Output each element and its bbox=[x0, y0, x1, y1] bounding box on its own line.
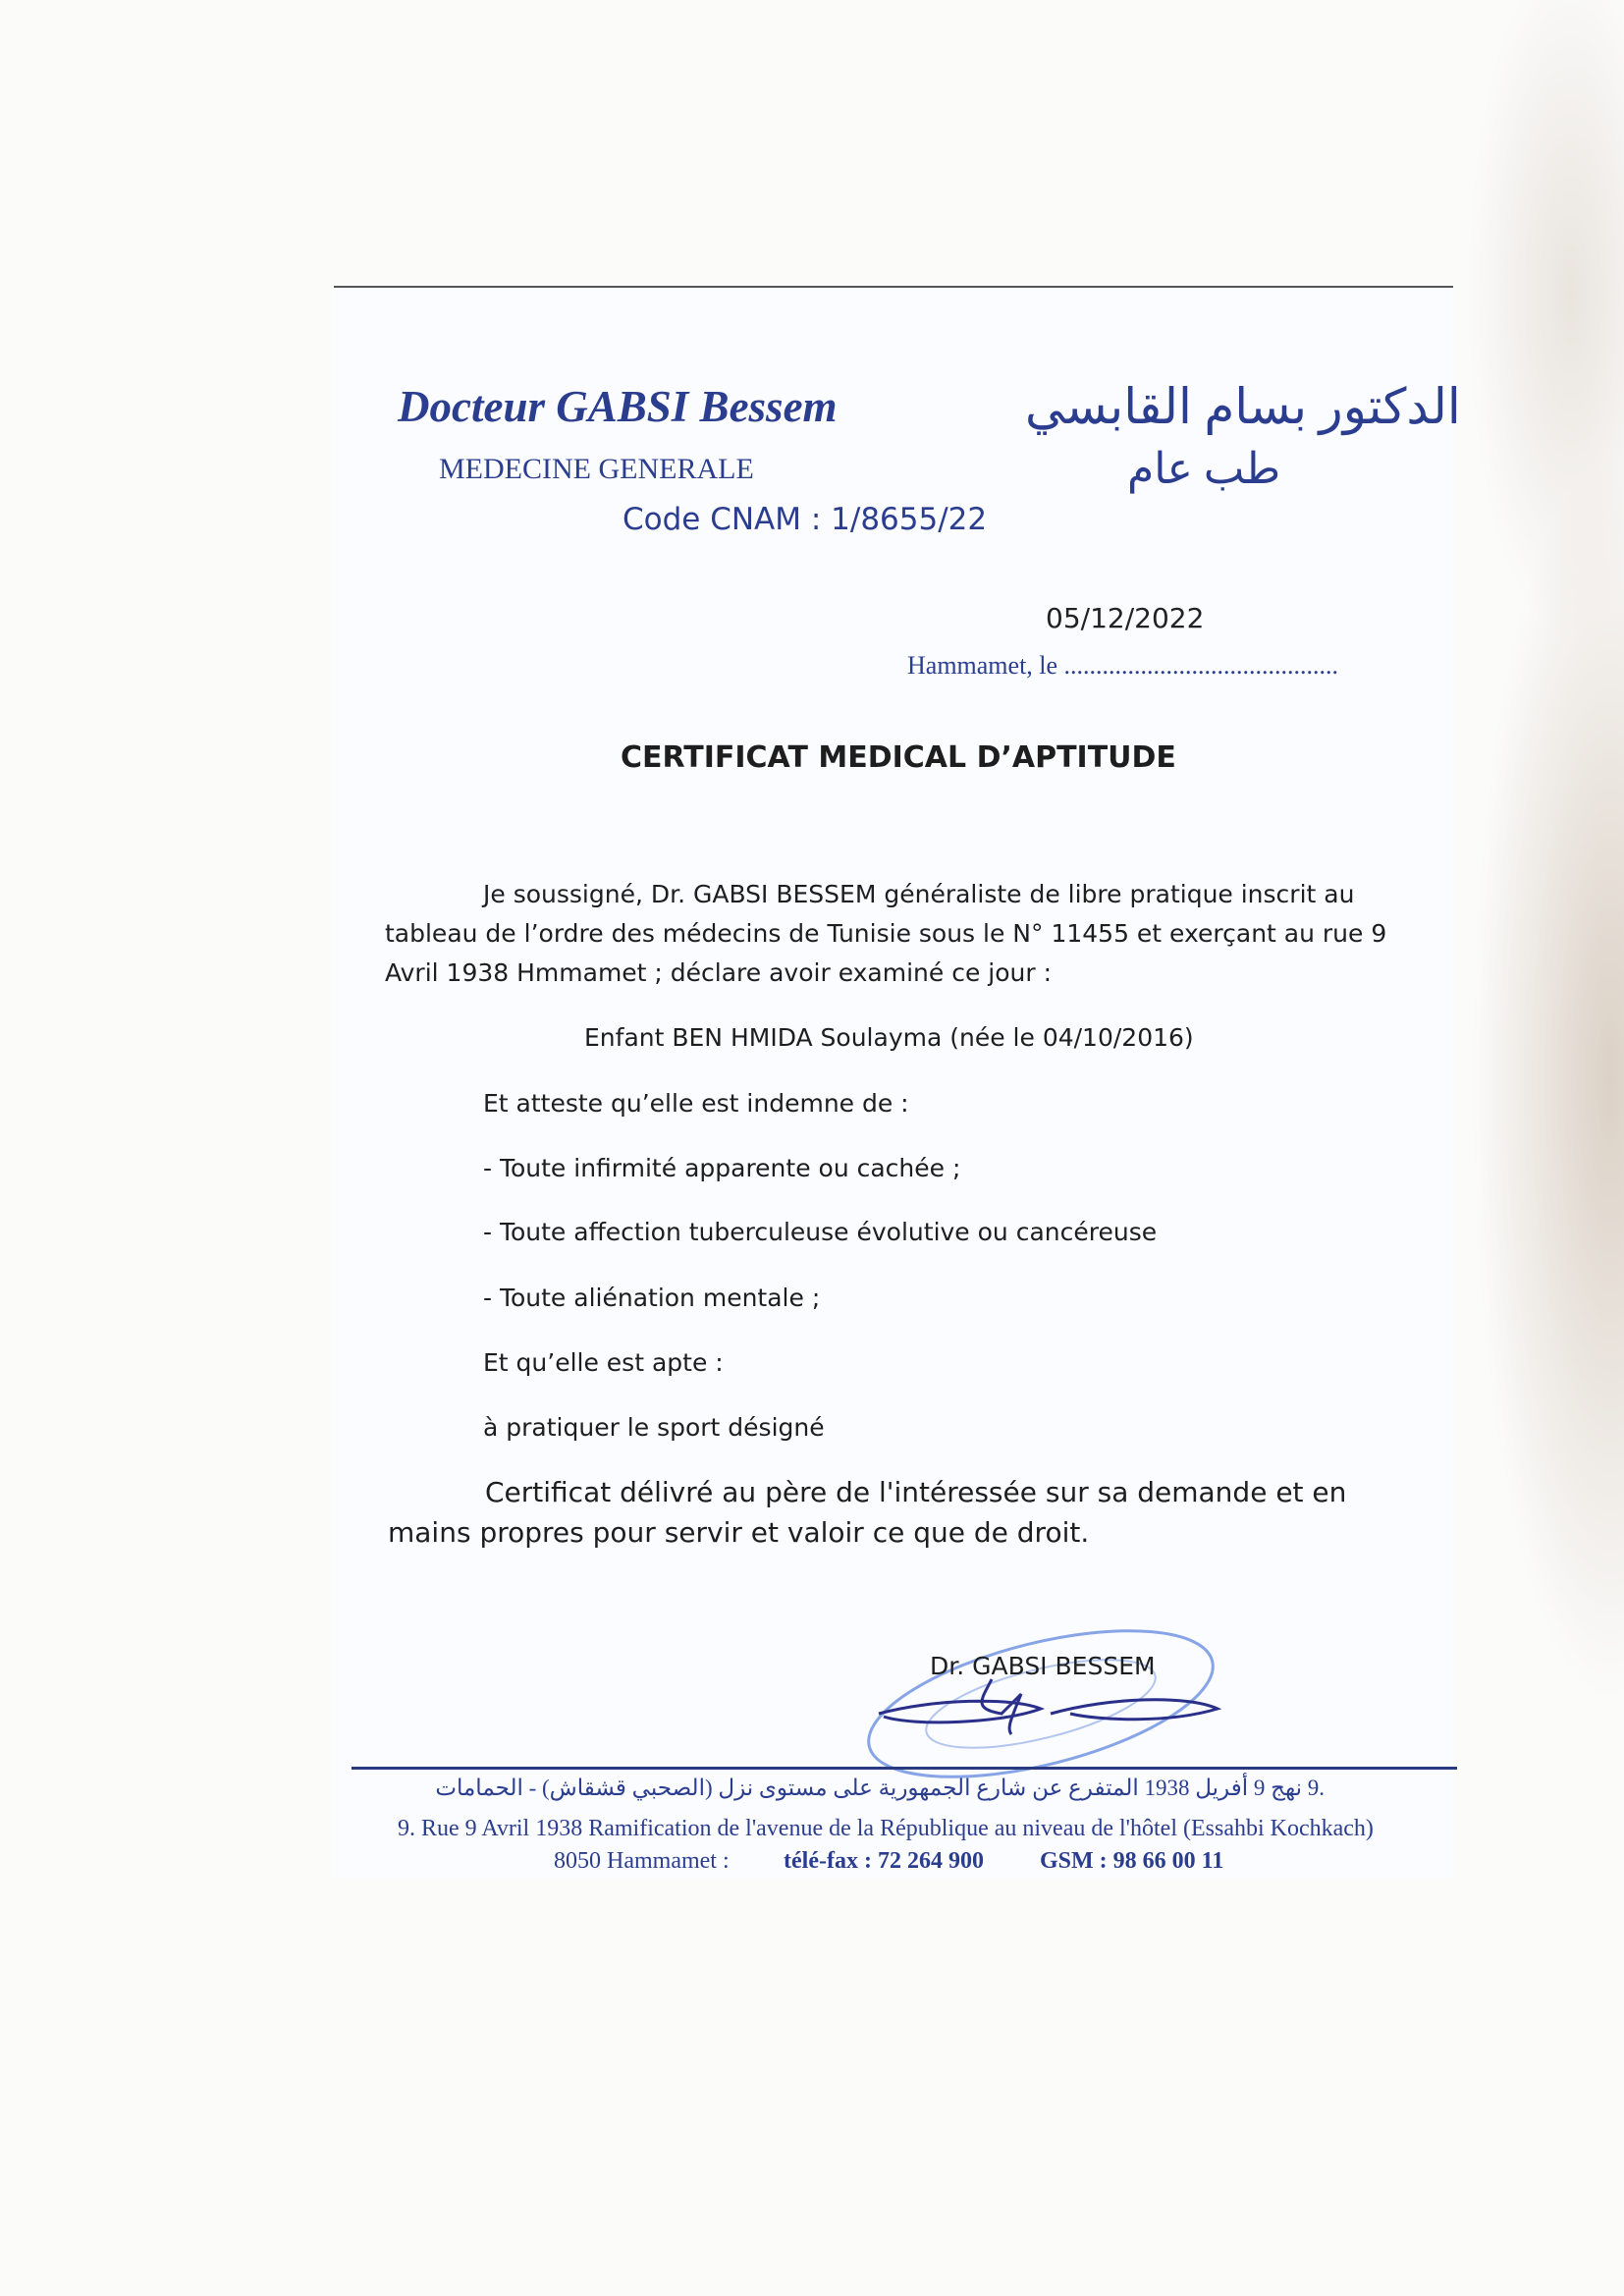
paragraph-line-2: tableau de l’ordre des médecins de Tunisie sous le N° 11455 et exerçant au rue 9 bbox=[385, 919, 1387, 948]
attest-line: Et atteste qu’elle est indemne de : bbox=[483, 1089, 909, 1118]
condition-item: - Toute infirmité apparente ou cachée ; bbox=[483, 1154, 961, 1182]
paragraph-line-1: Je soussigné, Dr. GABSI BESSEM généraliste de libre pratique inscrit au bbox=[483, 880, 1355, 908]
footer-gsm: GSM : 98 66 00 11 bbox=[1040, 1848, 1224, 1874]
signatory-name: Dr. GABSI BESSEM bbox=[930, 1652, 1156, 1680]
place-date-label: Hammamet, le ........................................... bbox=[907, 651, 1339, 680]
cnam-code: Code CNAM : 1/8655/22 bbox=[623, 502, 988, 537]
specialty: MEDECINE GENERALE bbox=[439, 453, 754, 485]
closing-line-1: Certificat délivré au père de l'intéressée sur sa demande et en bbox=[485, 1476, 1347, 1508]
certificate-title: CERTIFICAT MEDICAL D’APTITUDE bbox=[621, 740, 1176, 775]
footer-address-arabic: .9 نهج 9 أفريل 1938 المتفرع عن شارع الجمهورية على مستوى نزل (الصحبي قشقاش) - الحمامات bbox=[435, 1776, 1325, 1800]
footer-city: 8050 Hammamet : bbox=[554, 1848, 730, 1874]
footer-divider bbox=[352, 1767, 1457, 1770]
patient-line: Enfant BEN HMIDA Soulayma (née le 04/10/2016) bbox=[584, 1023, 1194, 1052]
closing-line-2: mains propres pour servir et valoir ce que de droit. bbox=[388, 1516, 1090, 1549]
apte-line: Et qu’elle est apte : bbox=[483, 1348, 724, 1377]
doctor-name-arabic: الدكتور بسام القابسي bbox=[1025, 379, 1461, 434]
condition-item: - Toute aliénation mentale ; bbox=[483, 1284, 821, 1312]
footer-address-french: 9. Rue 9 Avril 1938 Ramification de l'avenue de la République au niveau de l'hôtel (Essahbi Kochkach) bbox=[398, 1816, 1374, 1841]
specialty-arabic: طب عام bbox=[1127, 445, 1281, 493]
footer-telefax: télé-fax : 72 264 900 bbox=[784, 1848, 984, 1874]
handwritten-signature bbox=[874, 1669, 1227, 1738]
sport-line: à pratiquer le sport désigné bbox=[483, 1413, 825, 1442]
condition-item: - Toute affection tuberculeuse évolutive ou cancéreuse bbox=[483, 1218, 1158, 1246]
certificate-date: 05/12/2022 bbox=[1046, 602, 1205, 634]
doctor-name: Docteur GABSI Bessem bbox=[398, 382, 838, 431]
paragraph-line-3: Avril 1938 Hmmamet ; déclare avoir examiné ce jour : bbox=[385, 958, 1053, 987]
